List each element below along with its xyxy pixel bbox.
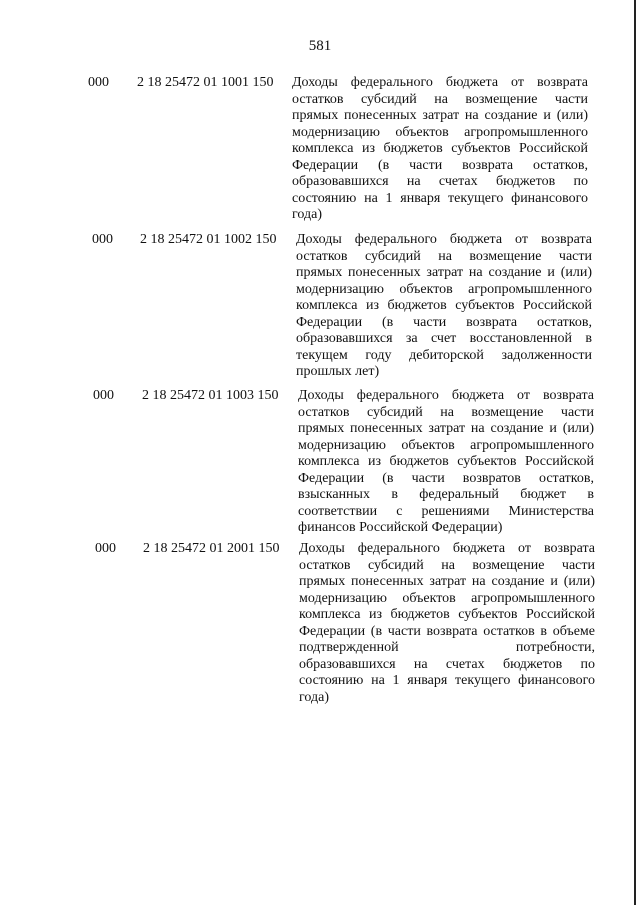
description-line: комплекса из бюджетов субъектов Российской xyxy=(292,141,588,156)
row-description xyxy=(298,388,594,537)
description-line: модернизацию объектов агропромышленного xyxy=(299,590,595,606)
budget-classification-code: 2 18 25472 01 1001 150 xyxy=(137,75,274,90)
description-line: прямых понесенных затрат на создание и (или) xyxy=(296,265,592,280)
description-line: Федерации (в части возврата остатков в объеме xyxy=(299,623,595,639)
budget-classification-code: 2 18 25472 01 1003 150 xyxy=(142,388,279,403)
description-line: Доходы федерального бюджета от возврата xyxy=(292,75,588,90)
description-line: комплекса из бюджетов субъектов Российской xyxy=(296,298,592,313)
description-line: модернизацию объектов агропромышленного xyxy=(292,124,588,140)
description-line: состоянию на 1 января текущего финансового xyxy=(299,673,595,688)
description-line: подтвержденной потребности, xyxy=(299,640,595,655)
description-line: модернизацию объектов агропромышленного xyxy=(298,437,594,453)
description-line: соответствии с решениями Министерства xyxy=(298,503,594,519)
description-line: остатков субсидий на возмещение части xyxy=(299,557,595,573)
description-line: Федерации (в части возврата остатков, xyxy=(296,314,592,330)
budget-classification-code: 2 18 25472 01 2001 150 xyxy=(143,541,280,556)
description-line: Доходы федерального бюджета от возврата xyxy=(299,541,595,556)
description-line: взысканных в федеральный бюджет в xyxy=(298,487,594,502)
description-line: финансов Российской Федерации) xyxy=(298,520,503,535)
description-line: прошлых лет) xyxy=(296,364,380,379)
description-line: Федерации (в части возвратов остатков, xyxy=(298,470,594,486)
description-line: состоянию на 1 января текущего финансового xyxy=(292,190,588,206)
description-line: комплекса из бюджетов субъектов Российской xyxy=(299,607,595,622)
description-line: остатков субсидий на возмещение части xyxy=(298,404,594,420)
admin-code: 000 xyxy=(92,232,113,247)
description-line: текущем году дебиторской задолженности xyxy=(296,347,592,363)
row-description xyxy=(292,75,588,224)
description-line: Доходы федерального бюджета от возврата xyxy=(298,388,594,403)
budget-classification-code: 2 18 25472 01 1002 150 xyxy=(140,232,277,247)
description-line: прямых понесенных затрат на создание и (или) xyxy=(292,108,588,123)
description-line: комплекса из бюджетов субъектов Российской xyxy=(298,454,594,469)
description-line: Доходы федерального бюджета от возврата xyxy=(296,232,592,247)
description-line: Федерации (в части возврата остатков, xyxy=(292,157,588,173)
admin-code: 000 xyxy=(95,541,116,556)
description-line: образовавшихся на счетах бюджетов по xyxy=(292,174,588,189)
admin-code: 000 xyxy=(88,75,109,90)
page-number: 581 xyxy=(308,38,332,54)
description-line: года) xyxy=(292,207,322,222)
description-line: года) xyxy=(299,689,329,705)
page-edge-shadow xyxy=(634,0,636,905)
row-description xyxy=(296,232,592,381)
admin-code: 000 xyxy=(93,388,114,403)
description-line: образовавшихся за счет восстановленной в xyxy=(296,331,592,346)
row-description xyxy=(299,541,595,706)
description-line: модернизацию объектов агропромышленного xyxy=(296,281,592,297)
description-line: прямых понесенных затрат на создание и (или) xyxy=(299,574,595,589)
description-line: образовавшихся на счетах бюджетов по xyxy=(299,656,595,672)
description-line: прямых понесенных затрат на создание и (или) xyxy=(298,421,594,436)
description-line: остатков субсидий на возмещение части xyxy=(292,91,588,107)
description-line: остатков субсидий на возмещение части xyxy=(296,248,592,264)
